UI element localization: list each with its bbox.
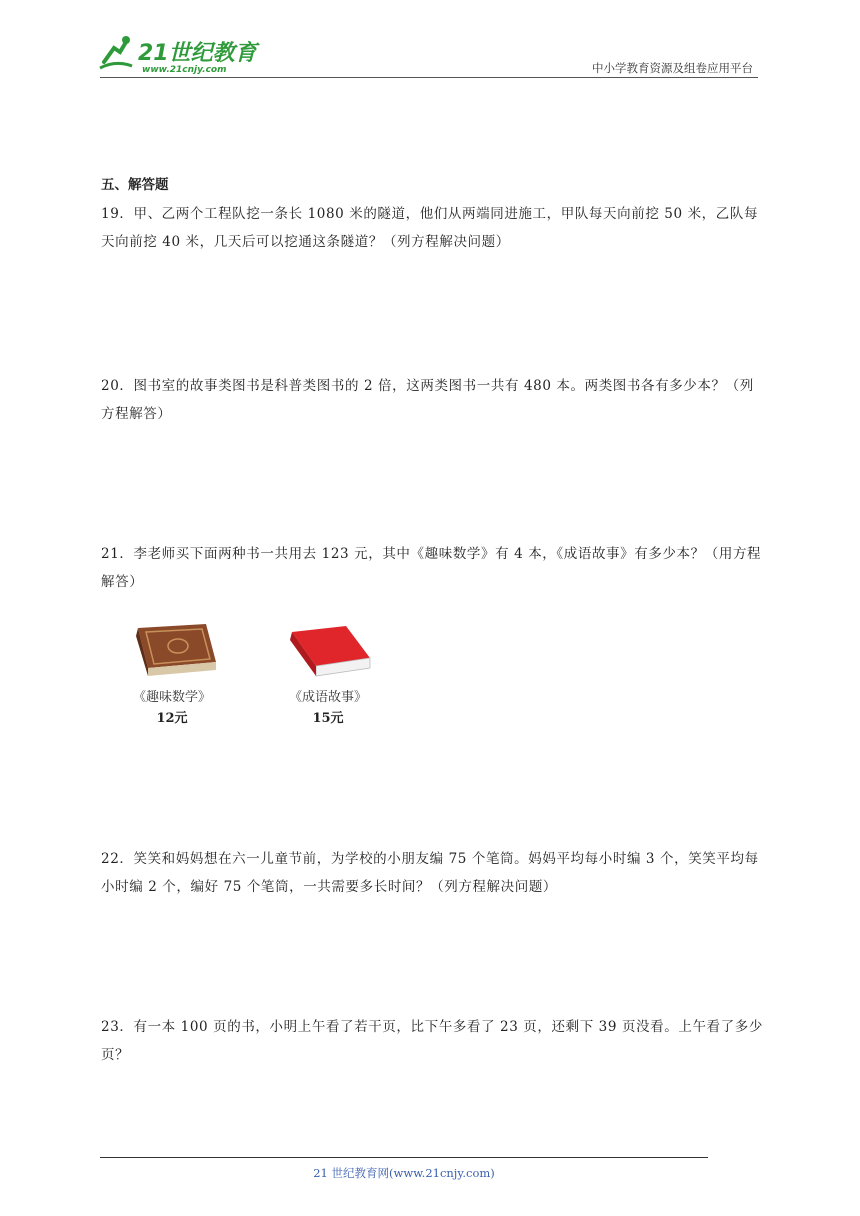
section-title: 五、解答题 [101, 177, 169, 193]
question-20: 20．图书室的故事类图书是科普类图书的 2 倍，这两类图书一共有 480 本。两类图书各有多少本？（列方程解答） [101, 378, 754, 422]
footer-divider [100, 1157, 708, 1158]
question-19: 19．甲、乙两个工程队挖一条长 1080 米的隧道，他们从两端同进施工，甲队每天向前挖 50 米，乙队每天向前挖 40 米，几天后可以挖通这条隧道？（列方程解决问题） [101, 206, 759, 250]
book-idiom-stories [268, 618, 388, 726]
brown-book-icon [124, 618, 220, 682]
question-22: 22．笑笑和妈妈想在六一儿童节前，为学校的小朋友编 75 个笔筒。妈妈平均每小时编 3 个，笑笑平均每小时编 2 个，编好 75 个笔筒，一共需要多长时间？（列方程解决问题） [101, 851, 759, 895]
question-23: 23．有一本 100 页的书，小明上午看了若干页，比下午多看了 23 页，还剩下 39 页没看。上午看了多少页？ [101, 1019, 763, 1063]
book-title: 《成语故事》 [288, 690, 367, 705]
svg-text:21世纪教育: 21世纪教育 [138, 41, 257, 66]
red-book-icon [280, 618, 376, 682]
footer-text: 21 世纪教育网(www.21cnjy.com) [313, 1166, 495, 1180]
header-divider [100, 77, 758, 78]
book-price: 12元 [156, 711, 188, 726]
book-fun-math [112, 618, 232, 726]
book-title: 《趣味数学》 [132, 690, 211, 705]
question-21: 21．李老师买下面两种书一共用去 123 元，其中《趣味数学》有 4 本，《成语故事》有多少本？（用方程解答） [101, 546, 762, 590]
svg-text:www.21cnjy.com: www.21cnjy.com [142, 65, 227, 75]
header-tagline: 中小学教育资源及组卷应用平台 [592, 61, 753, 75]
book-price: 15元 [312, 711, 344, 726]
logo-21cnjy [96, 34, 266, 76]
page-header [96, 30, 761, 78]
